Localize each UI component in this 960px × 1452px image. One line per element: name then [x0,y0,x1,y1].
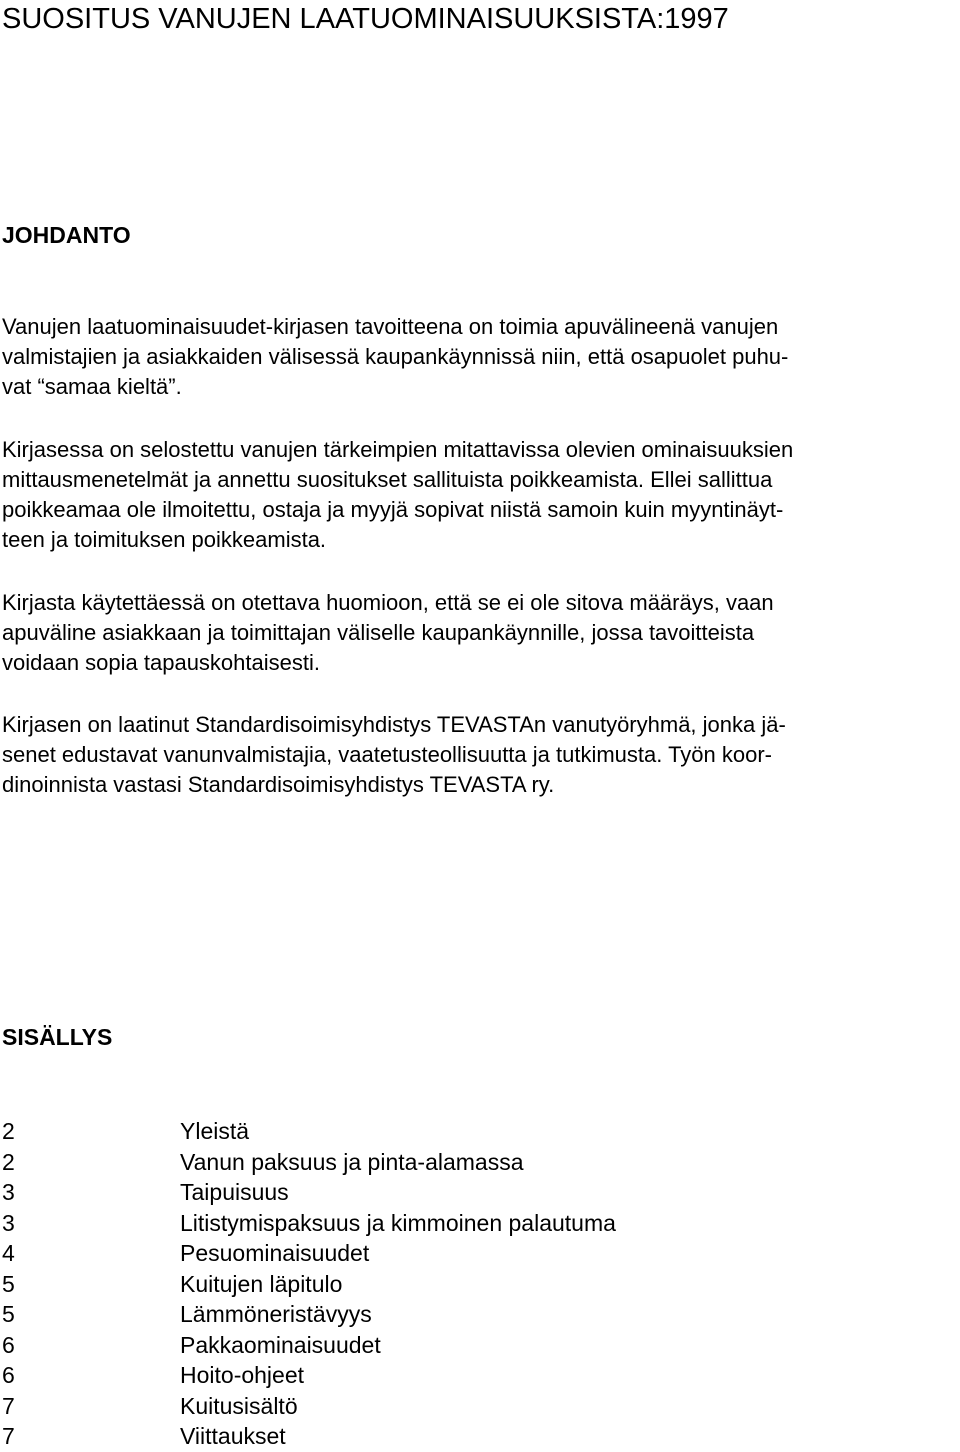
intro-paragraph-1 [2,312,960,402]
toc-page-number: 5 [2,1301,15,1327]
contents-heading: SISÄLLYS [2,1024,113,1050]
toc-page-number: 3 [2,1179,15,1205]
toc-page-number: 3 [2,1209,15,1236]
text-line: poikkeamaa ole ilmoitettu, ostaja ja myyjä sopivat niistä samoin kuin myyntinäyt- [2,497,784,522]
toc-entry-title: Vanun paksuus ja pinta-alamassa [180,1148,524,1175]
toc-entry [2,1208,616,1239]
toc-page-number: 7 [2,1392,15,1419]
toc-page-number: 6 [2,1362,15,1388]
toc-entry [2,1299,616,1330]
toc-page-number: 4 [2,1240,15,1266]
toc-page-number: 5 [2,1270,15,1297]
intro-heading: JOHDANTO [2,222,131,248]
text-line: Kirjasessa on selostettu vanujen tärkeimpien mitattavissa olevien ominaisuuksien [2,437,794,462]
toc-page-number: 2 [2,1118,15,1144]
text-line: apuväline asiakkaan ja toimittajan väliselle kaupankäynnille, jossa tavoitteista [2,620,755,645]
intro-paragraph-2 [2,435,960,555]
text-line: teen ja toimituksen poikkeamista. [2,527,327,552]
toc-entry-title: Litistymispaksuus ja kimmoinen palautuma [180,1209,616,1236]
toc-page-number: 7 [2,1423,15,1449]
text-line: senet edustavat vanunvalmistajia, vaatetusteollisuutta ja tutkimusta. Työn koor- [2,742,773,767]
toc-page-number: 6 [2,1331,15,1358]
text-line: Kirjasta käytettäessä on otettava huomioon, että se ei ole sitova määräys, vaan [2,590,774,615]
toc-entry-title: Pesuominaisuudet [180,1240,370,1266]
text-line: Kirjasen on laatinut Standardisoimisyhdistys TEVASTAn vanutyöryhmä, jonka jä- [2,712,786,737]
toc-entry [2,1147,616,1178]
intro-paragraph-3 [2,588,960,678]
text-line: valmistajien ja asiakkaiden välisessä kaupankäynnissä niin, että osapuolet puhu- [2,344,789,369]
document-title: SUOSITUS VANUJEN LAATUOMINAISUUKSISTA:1997 [2,3,729,35]
toc-entry [2,1330,616,1361]
toc-entry-title: Yleistä [180,1118,250,1144]
text-line: dinoinnista vastasi Standardisoimisyhdistys TEVASTA ry. [2,772,555,797]
toc-entry [2,1360,616,1391]
text-line: mittausmenetelmät ja annettu suositukset sallituista poikkeamista. Ellei sallittua [2,467,773,492]
toc-entry [2,1391,616,1422]
toc-entry [2,1269,616,1300]
toc-entry-title: Hoito-ohjeet [180,1362,305,1388]
toc-entry-title: Viittaukset [180,1423,286,1449]
toc-entry-title: Kuitusisältö [180,1392,298,1419]
text-line: vat “samaa kieltä”. [2,374,182,399]
toc-entry [2,1116,616,1147]
toc-entry-title: Taipuisuus [180,1179,289,1205]
toc-entry [2,1238,616,1269]
text-line: voidaan sopia tapauskohtaisesti. [2,650,320,675]
intro-paragraph-4 [2,710,960,800]
table-of-contents [2,1116,616,1452]
toc-entry [2,1421,616,1452]
toc-entry-title: Lämmöneristävyys [180,1301,372,1327]
toc-page-number: 2 [2,1148,15,1175]
toc-entry [2,1177,616,1208]
toc-entry-title: Kuitujen läpitulo [180,1270,343,1297]
text-line: Vanujen laatuominaisuudet-kirjasen tavoitteena on toimia apuvälineenä vanujen [2,314,779,339]
toc-entry-title: Pakkaominaisuudet [180,1331,381,1358]
